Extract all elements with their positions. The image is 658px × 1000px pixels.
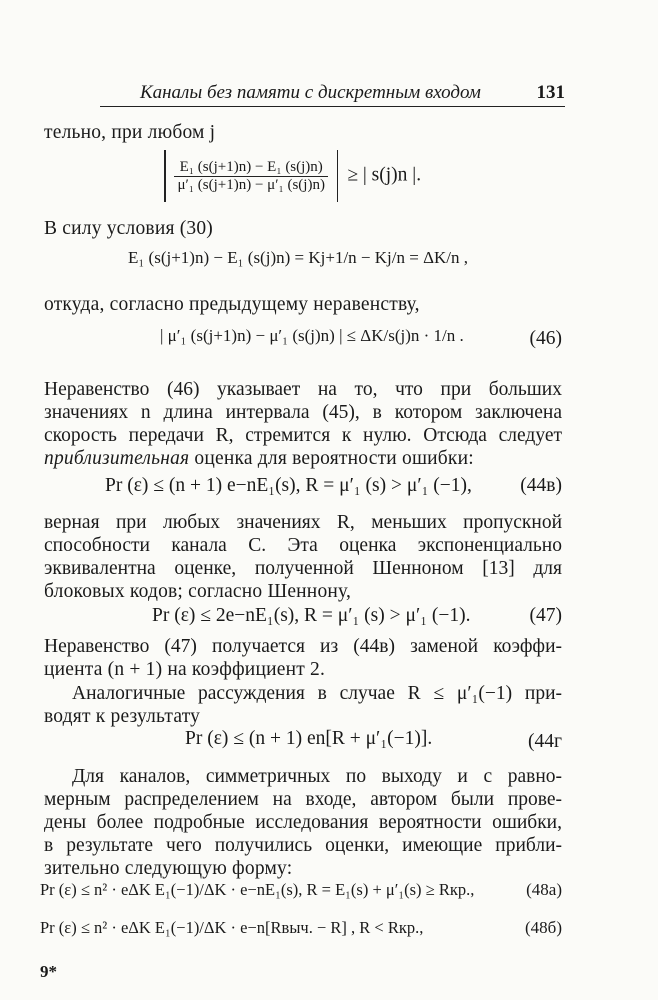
text-line: Неравенство (47) получается из (44в) заменой коэффи- [44, 636, 562, 657]
text-line: значениях n длина интервала (45), в котором заключена [44, 402, 562, 423]
text-line: эквивалентна оценке, полученной Шенноном [13] для [44, 558, 562, 579]
text-line: способности канала C. Эта оценка экспоненциально [44, 535, 562, 556]
equation-number-48a: (48а) [526, 880, 562, 899]
equation-rhs: Kj+1/n − Kj/n = ΔK/n , [308, 248, 468, 267]
equation-44g: Pr (ε) ≤ (n + 1) en[R + μ′₁(−1)]. [185, 728, 433, 749]
equation-number-44g: (44г [528, 731, 562, 752]
equation-30 [128, 248, 468, 268]
text-line: в результате чего получились оценки, имеющие прибли- [44, 835, 562, 856]
equation-number-48b: (48б) [525, 918, 562, 937]
equation-lhs: E₁ (s(j+1)n) − E₁ (s(j)n) = [128, 248, 305, 267]
page-number: 131 [536, 82, 565, 103]
text-line: верная при любых значениях R, меньших пропускной [44, 512, 562, 533]
text-line: дены более подробные исследования вероятности ошибки, [44, 812, 562, 833]
signature-mark: 9* [40, 962, 57, 981]
text-line: В силу условия (30) [44, 218, 213, 239]
text-line: откуда, согласно предыдущему неравенству, [44, 294, 420, 315]
equation-44v: Pr (ε) ≤ (n + 1) e−nE₁(s), R = μ′₁ (s) > μ′₁ (−1), [105, 475, 472, 496]
equation-46: | μ′₁ (s(j+1)n) − μ′₁ (s(j)n) | ≤ ΔK/s(j)n · 1/n . [160, 326, 464, 345]
text-line: циента (n + 1) на коэффициент 2. [44, 659, 326, 680]
equation-number-46: (46) [529, 328, 562, 349]
text-line: зительно следующую форму: [44, 858, 293, 879]
text-line: Для каналов, симметричных по выходу и с равно- [72, 766, 562, 787]
text-line: тельно, при любом j [44, 122, 216, 143]
fraction-numerator: E₁ (s(j+1)n) − E₁ (s(j)n) [174, 159, 328, 177]
equation-48a: Pr (ε) ≤ n² · eΔK E₁(−1)/ΔK · e−nE₁(s), R = E₁(s) + μ′₁(s) ≥ Rкр., [40, 880, 475, 899]
equation-47: Pr (ε) ≤ 2e−nE₁(s), R = μ′₁ (s) > μ′₁ (−1). [152, 605, 471, 626]
equation-number-44v: (44в) [520, 475, 562, 496]
inequality-fraction [160, 150, 421, 202]
equation-48b: Pr (ε) ≤ n² · eΔK E₁(−1)/ΔK · e−n[Rвыч. − R] , R < Rкр., [40, 918, 424, 937]
text-line: блоковых кодов; согласно Шеннону, [44, 581, 352, 602]
fraction-rhs: ≥ | s(j)n |. [347, 164, 422, 186]
text-run: оценка для вероятности ошибки: [194, 448, 474, 469]
text-line: Аналогичные рассуждения в случае R ≤ μ′₁(−1) при- [72, 683, 562, 704]
text-line: скорость передачи R, стремится к нулю. Отсюда следует [44, 425, 562, 446]
italic-term: приблизительная [44, 448, 190, 469]
fraction-denominator: μ′₁ (s(j+1)n) − μ′₁ (s(j)n) [177, 176, 325, 193]
text-line: водят к результату [44, 706, 201, 727]
text-line: мерным распределением на входе, автором были прове- [44, 789, 562, 810]
equation-number-47: (47) [529, 605, 562, 626]
text-line [44, 448, 474, 470]
text-line: Неравенство (46) указывает на то, что при больших [44, 379, 562, 400]
running-header [100, 82, 565, 107]
running-title: Каналы без памяти с дискретным входом [140, 82, 481, 103]
